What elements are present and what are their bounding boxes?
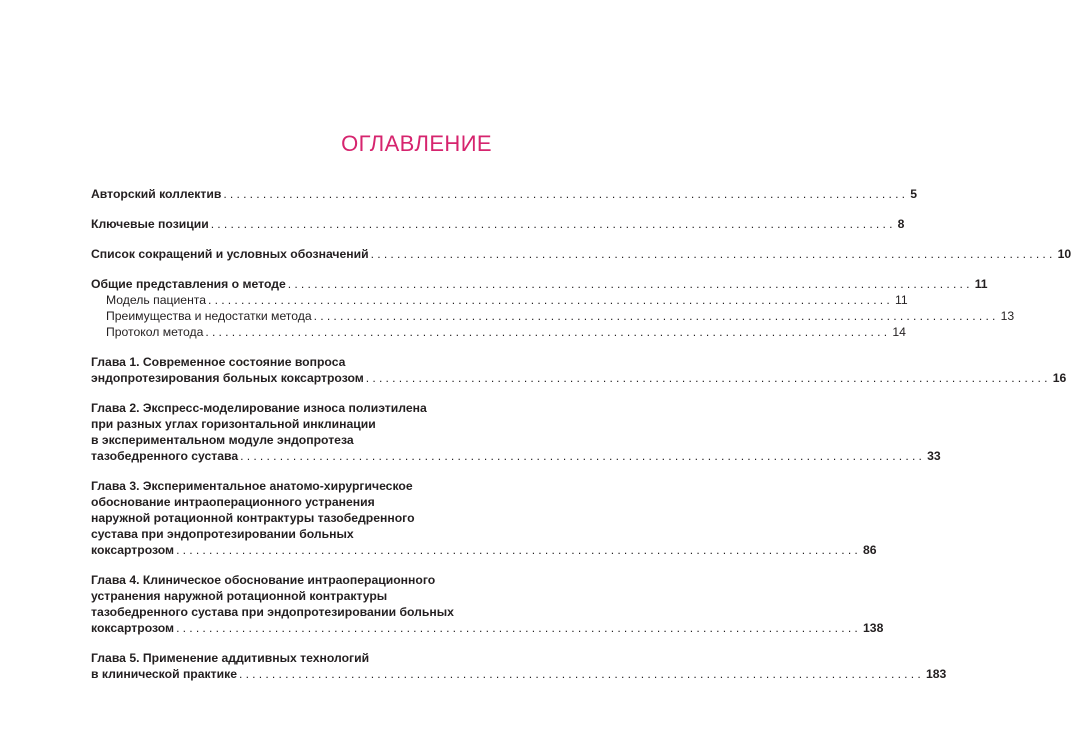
toc-page-number: 33: [927, 449, 941, 463]
toc-subentry[interactable]: [91, 292, 908, 308]
toc-page-number: 13: [1000, 309, 1015, 323]
toc-page-number: 14: [892, 325, 906, 339]
dot-leader: ........................................................................................................: [365, 371, 1051, 385]
dot-leader: ........................................................................................................: [176, 621, 862, 635]
toc-subentry-title: Модель пациента: [106, 293, 207, 307]
toc-subentries: [91, 292, 1015, 340]
toc-entry-line: Глава 3. Экспериментальное анатомо-хирургическое: [91, 479, 413, 493]
toc-subentry-title: Протокол метода: [106, 325, 204, 339]
dot-leader: ........................................................................................................: [210, 217, 896, 231]
toc-entry[interactable]: [91, 276, 988, 292]
toc-entry-line: в экспериментальном модуле эндопротеза: [91, 433, 354, 447]
toc-entry-title: Список сокращений и условных обозначений: [91, 247, 369, 261]
toc-entry[interactable]: [91, 186, 918, 202]
dot-leader: ........................................................................................................: [176, 543, 862, 557]
toc-entry-chapter-2[interactable]: [91, 400, 941, 464]
dot-leader: ........................................................................................................: [223, 187, 909, 201]
toc-entry-line: устранения наружной ротационной контрактуры: [91, 589, 388, 603]
dot-leader: ........................................................................................................: [208, 293, 893, 307]
toc-subentry[interactable]: [91, 308, 1015, 324]
table-of-contents: [91, 186, 1071, 696]
toc-entry-title: коксартрозом: [91, 543, 175, 557]
toc-entry-line: обоснование интраоперационного устранения: [91, 495, 375, 509]
toc-entry-line: Глава 4. Клиническое обоснование интраоперационного: [91, 573, 436, 587]
toc-entry-line: при разных углах горизонтальной инклинации: [91, 417, 376, 431]
toc-entry[interactable]: [91, 216, 905, 232]
dot-leader: ........................................................................................................: [313, 309, 999, 323]
toc-page-number: 138: [863, 621, 884, 635]
dot-leader: ........................................................................................................: [205, 325, 891, 339]
toc-entry-line: Глава 1. Современное состояние вопроса: [91, 355, 346, 369]
dot-leader: ........................................................................................................: [238, 667, 924, 681]
toc-subentry-title: Преимущества и недостатки метода: [106, 309, 312, 323]
toc-entry-title: Ключевые позиции: [91, 217, 209, 231]
toc-entry-line: Глава 2. Экспресс-моделирование износа полиэтилена: [91, 401, 427, 415]
dot-leader: ........................................................................................................: [287, 277, 973, 291]
toc-entry-title: тазобедренного сустава: [91, 449, 239, 463]
toc-entry-title: Общие представления о методе: [91, 277, 286, 291]
toc-entry-title: коксартрозом: [91, 621, 175, 635]
toc-page-number: 16: [1052, 371, 1067, 385]
toc-entry-chapter-1[interactable]: [91, 354, 1067, 386]
toc-page-number: 183: [925, 667, 947, 681]
toc-entry-line: сустава при эндопротезировании больных: [91, 527, 354, 541]
toc-entry-chapter-5[interactable]: [91, 650, 947, 682]
toc-entry-title: Авторский коллектив: [91, 187, 222, 201]
toc-entry-chapter-3[interactable]: [91, 478, 877, 558]
toc-entry[interactable]: [91, 246, 1071, 262]
toc-entry-line: тазобедренного сустава при эндопротезировании больных: [91, 605, 454, 619]
toc-subentry[interactable]: [91, 324, 906, 340]
toc-entry-line: Глава 5. Применение аддитивных технологий: [91, 651, 370, 665]
toc-entry-chapter-4[interactable]: [91, 572, 884, 636]
toc-page-number: 5: [910, 187, 918, 201]
dot-leader: ........................................................................................................: [370, 247, 1056, 261]
toc-entry-line: наружной ротационной контрактуры тазобедренного: [91, 511, 415, 525]
toc-entry-title: эндопротезирования больных коксартрозом: [91, 371, 364, 385]
page-title: ОГЛАВЛЕНИЕ: [341, 131, 492, 156]
toc-page-number: 11: [974, 277, 988, 291]
toc-page-number: 11: [894, 293, 908, 307]
dot-leader: ........................................................................................................: [240, 449, 926, 463]
toc-page-number: 10: [1057, 247, 1071, 261]
toc-entry-title: в клинической практике: [91, 667, 237, 681]
toc-page-number: 8: [897, 217, 905, 231]
toc-page-number: 86: [863, 543, 877, 557]
